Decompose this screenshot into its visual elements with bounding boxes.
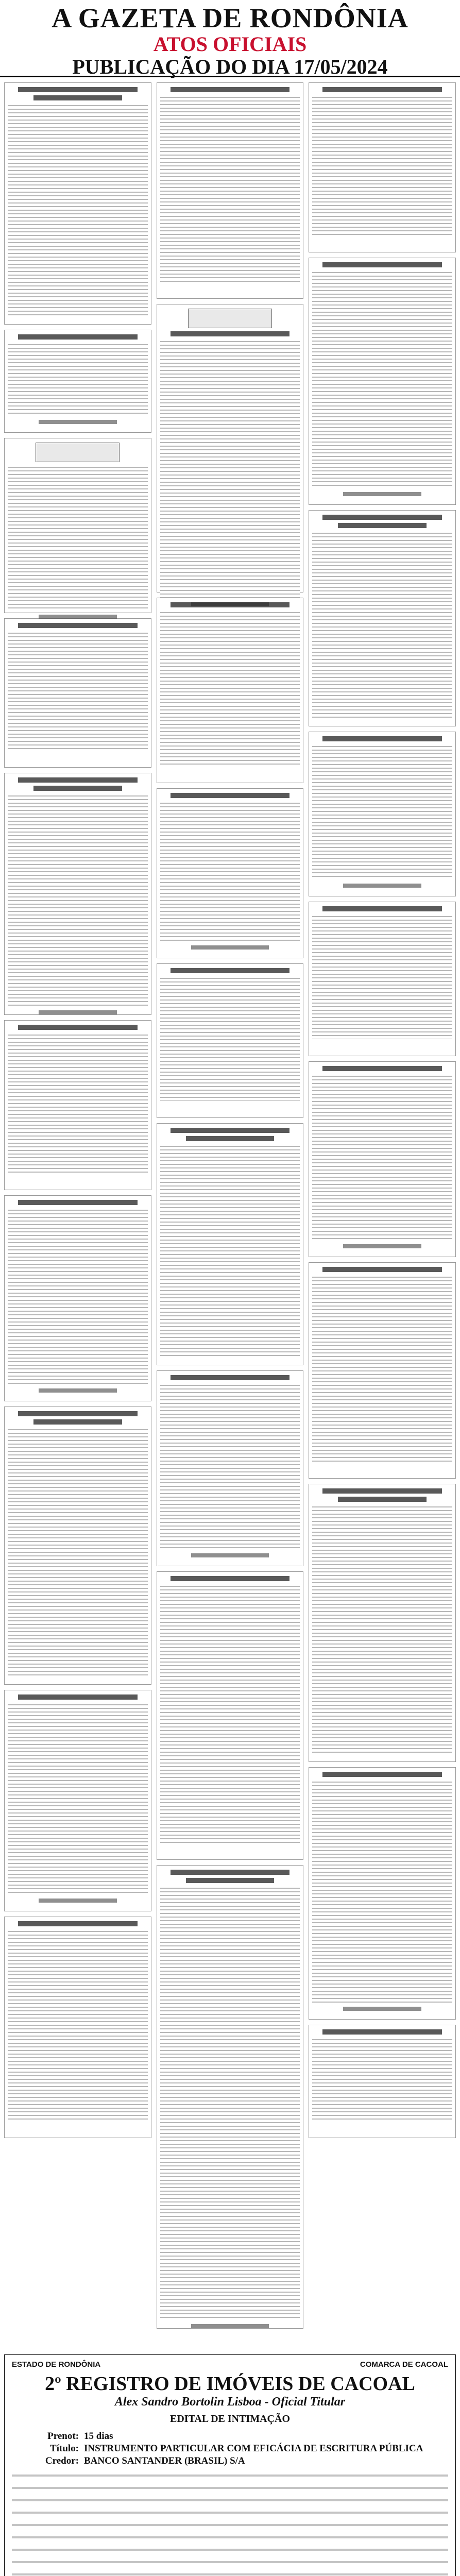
notice	[309, 902, 456, 1056]
notice	[4, 438, 151, 613]
notice	[157, 1865, 304, 2329]
notice	[309, 1484, 456, 1762]
notice	[309, 732, 456, 896]
notice	[309, 1061, 456, 1257]
notice	[157, 1571, 304, 1860]
notice	[157, 788, 304, 958]
section-title: ATOS OFICIAIS	[153, 32, 307, 56]
notices-column-middle	[157, 82, 304, 2344]
notice	[157, 304, 304, 592]
notice	[157, 1123, 304, 1365]
notice	[4, 618, 151, 768]
notices-column-right	[309, 82, 456, 2344]
newspaper-title: A GAZETA DE RONDÔNIA	[52, 3, 408, 33]
notice	[309, 82, 456, 252]
publication-date: PUBLICAÇÃO DO DIA 17/05/2024	[72, 55, 388, 78]
notice	[4, 1195, 151, 1401]
registry-field-protocol: Prenot: 15 dias	[47, 2431, 113, 2442]
notice	[4, 1020, 151, 1190]
notice	[157, 82, 304, 299]
registry-state: ESTADO DE RONDÔNIA	[12, 2360, 101, 2369]
notice	[4, 1690, 151, 1911]
notice	[309, 510, 456, 726]
notice	[309, 1767, 456, 2020]
notice	[157, 963, 304, 1118]
notice	[4, 1406, 151, 1685]
notice	[309, 258, 456, 505]
notice	[4, 773, 151, 1015]
masthead	[0, 0, 460, 77]
notice	[4, 82, 151, 325]
registry-edital: EDITAL DE INTIMAÇÃO	[170, 2413, 290, 2425]
registry-body-illegible	[12, 2471, 448, 2576]
notice	[157, 1370, 304, 1566]
agency-logo	[36, 443, 120, 462]
notices-column-left	[4, 82, 151, 2344]
registry-header-row	[12, 2360, 448, 2369]
registry-county: COMARCA DE CACOAL	[360, 2360, 448, 2369]
notice	[309, 2025, 456, 2138]
registry-field-title: Título: INSTRUMENTO PARTICULAR COM EFICÁCIA DE ESCRITURA PÚBLICA	[50, 2443, 423, 2454]
registry-title: 2º REGISTRO DE IMÓVEIS DE CACOAL	[45, 2373, 415, 2395]
agency-logo	[188, 309, 272, 328]
registry-field-creditor: Credor: BANCO SANTANDER (BRASIL) S/A	[45, 2455, 245, 2466]
registry-subtitle: Alex Sandro Bortolin Lisboa - Oficial Titular	[114, 2395, 346, 2409]
notice	[4, 330, 151, 433]
notice	[309, 1262, 456, 1479]
notice	[157, 598, 304, 783]
notices-columns	[4, 82, 456, 2344]
notice	[4, 1917, 151, 2138]
registry-notice	[4, 2354, 456, 2576]
